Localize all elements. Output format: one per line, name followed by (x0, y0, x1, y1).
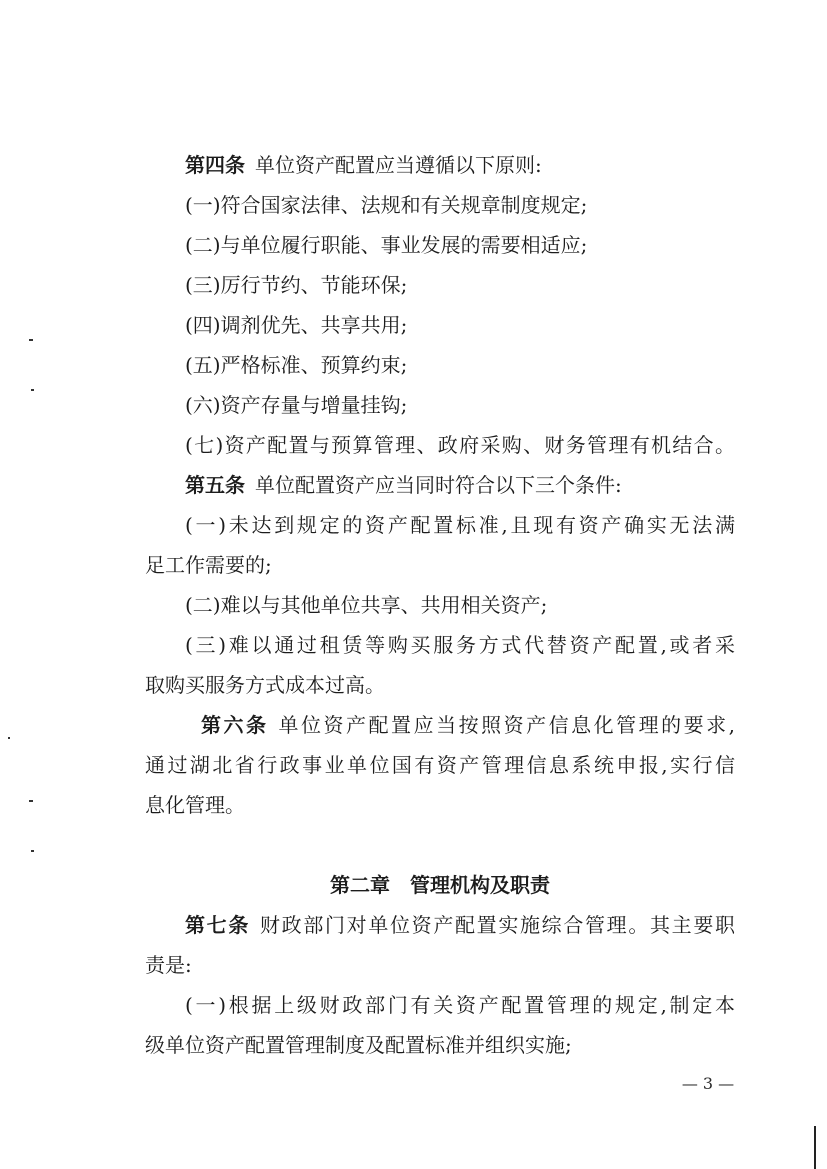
scan-mark (31, 389, 34, 391)
article-5-item-1-line-1: (一)未达到规定的资产配置标准,且现有资产确实无法满 (185, 513, 735, 537)
article-7-label: 第七条 (185, 913, 250, 937)
scan-mark (31, 850, 34, 852)
chapter-2-number: 第二章 (330, 873, 390, 897)
article-7-item-1-line-1: (一)根据上级财政部门有关资产配置管理的规定,制定本 (185, 993, 735, 1017)
article-4-item-2: (二)与单位履行职能、事业发展的需要相适应; (185, 233, 588, 257)
article-4-item-3: (三)厉行节约、节能环保; (185, 273, 408, 297)
scan-edge-line (814, 1126, 816, 1169)
article-6-line-2: 通过湖北省行政事业单位国有资产管理信息系统申报,实行信 (145, 753, 735, 777)
article-4-heading (145, 145, 735, 185)
article-4-label: 第四条 (185, 153, 245, 177)
scan-mark (29, 800, 33, 802)
scan-mark (8, 737, 10, 739)
article-7-line-1 (145, 905, 735, 945)
article-4-item-7: (七)资产配置与预算管理、政府采购、财务管理有机结合。 (185, 433, 735, 457)
article-5-item-3-line-2: 取购买服务方式成本过高。 (145, 673, 385, 697)
chapter-2-title: 管理机构及职责 (410, 873, 550, 897)
chapter-2-heading (145, 865, 735, 905)
article-4-item-4: (四)调剂优先、共享共用; (185, 313, 408, 337)
article-7-item-1-line-2: 级单位资产配置管理制度及配置标准并组织实施; (145, 1033, 572, 1057)
article-4-item-1: (一)符合国家法律、法规和有关规章制度规定; (185, 193, 588, 217)
article-6-label: 第六条 (201, 713, 269, 737)
article-5-item-3-line-1: (三)难以通过租赁等购买服务方式代替资产配置,或者采 (185, 633, 735, 657)
page-number: — 3 — (681, 1074, 735, 1093)
article-5-heading (145, 465, 735, 505)
article-5-item-2: (二)难以与其他单位共享、共用相关资产; (185, 593, 548, 617)
article-7-line-2: 责是: (145, 953, 192, 977)
spacer (145, 825, 735, 865)
article-6-text-1: 单位资产配置应当按照资产信息化管理的要求, (278, 713, 735, 737)
article-4-item-5: (五)严格标准、预算约束; (185, 353, 408, 377)
document-body (145, 145, 735, 1065)
article-4-text: 单位资产配置应当遵循以下原则: (255, 153, 542, 177)
article-5-label: 第五条 (185, 473, 245, 497)
article-4-item-6: (六)资产存量与增量挂钩; (185, 393, 408, 417)
article-6-line-3: 息化管理。 (145, 793, 245, 817)
article-7-text-1: 财政部门对单位资产配置实施综合管理。其主要职 (260, 913, 735, 937)
scan-mark (29, 339, 33, 341)
article-6-line-1 (145, 705, 735, 745)
article-5-item-1-line-2: 足工作需要的; (145, 553, 272, 577)
article-5-text: 单位配置资产应当同时符合以下三个条件: (255, 473, 622, 497)
